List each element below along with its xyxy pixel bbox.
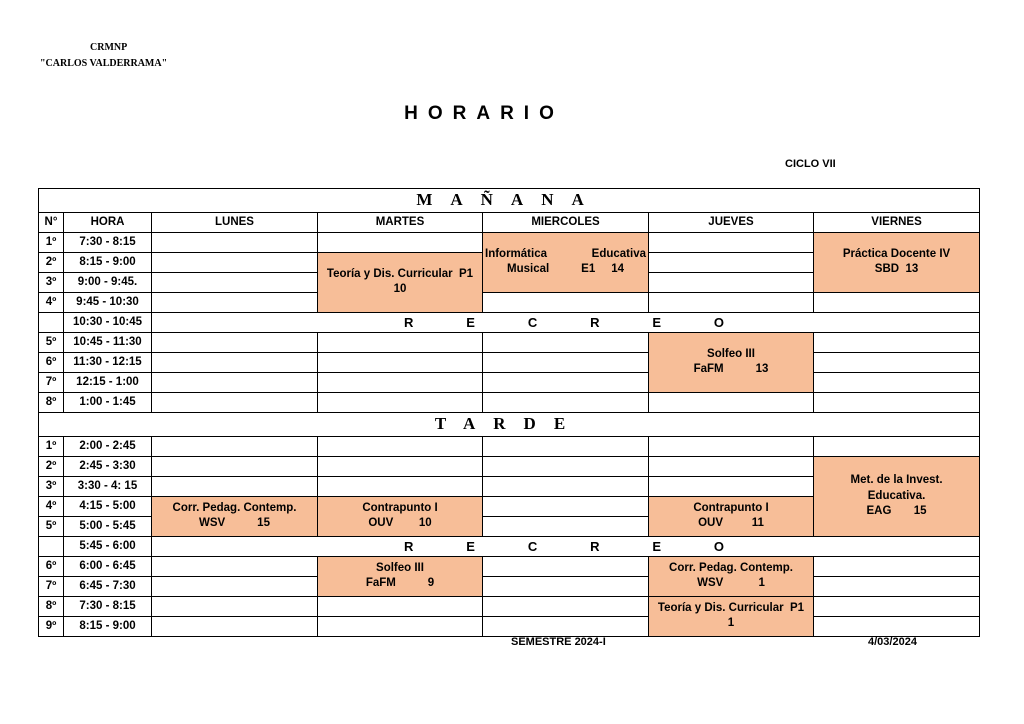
empty-cell <box>152 576 318 596</box>
course-detail: OUV 11 <box>698 517 764 530</box>
period-time: 8:15 - 9:00 <box>64 252 152 272</box>
date-label: 4/03/2024 <box>868 636 917 648</box>
course-name: Informática Educativa <box>485 247 646 260</box>
table-row <box>39 352 980 372</box>
period-time: 1:00 - 1:45 <box>64 392 152 412</box>
recreo-letter: R <box>590 538 600 554</box>
empty-cell <box>318 232 483 252</box>
empty-cell <box>152 556 318 576</box>
empty-cell <box>483 576 649 596</box>
table-row <box>39 372 980 392</box>
course-cell <box>649 332 814 392</box>
period-time: 9:45 - 10:30 <box>64 292 152 312</box>
empty-cell <box>318 476 483 496</box>
period-time: 10:45 - 11:30 <box>64 332 152 352</box>
empty-cell <box>814 596 980 616</box>
empty-cell <box>152 332 318 352</box>
empty-cell <box>318 392 483 412</box>
empty-cell <box>483 436 649 456</box>
course-cell <box>649 496 814 536</box>
empty-cell <box>152 436 318 456</box>
recreo-letter: R <box>404 538 414 554</box>
empty-cell <box>649 292 814 312</box>
schedule-table <box>38 188 980 637</box>
period-number: 7º <box>39 372 64 392</box>
period-time: 7:30 - 8:15 <box>64 232 152 252</box>
period-time: 11:30 - 12:15 <box>64 352 152 372</box>
recreo-letter: E <box>466 314 475 330</box>
empty-cell <box>152 392 318 412</box>
course-cell <box>814 232 980 292</box>
empty-cell <box>483 352 649 372</box>
empty-cell <box>649 476 814 496</box>
empty-cell <box>649 252 814 272</box>
section-title-afternoon: TARDE <box>39 412 980 436</box>
period-time: 2:00 - 2:45 <box>64 436 152 456</box>
course-cell <box>483 232 649 292</box>
empty-cell <box>152 232 318 252</box>
recreo-letter: C <box>527 314 538 330</box>
course-detail: FaFM 9 <box>365 577 435 590</box>
page-title: HORARIO <box>404 103 564 124</box>
course-name: Teoría y Dis. Curricular P1 <box>657 601 805 614</box>
col-header-viernes: VIERNES <box>814 212 980 232</box>
empty-cell <box>649 392 814 412</box>
period-number <box>39 536 64 556</box>
empty-cell <box>152 292 318 312</box>
period-time: 6:45 - 7:30 <box>64 576 152 596</box>
empty-cell <box>152 272 318 292</box>
course-name: Contrapunto I <box>362 501 438 514</box>
empty-cell <box>318 616 483 636</box>
table-row <box>39 392 980 412</box>
course-detail: SBD 13 <box>874 263 919 276</box>
course-cell <box>152 496 318 536</box>
course-name: Solfeo III <box>707 347 755 360</box>
course-detail: Musical E1 14 <box>507 263 624 276</box>
empty-cell <box>483 292 649 312</box>
course-detail: OUV 10 <box>368 517 432 530</box>
period-number: 3º <box>39 476 64 496</box>
course-cell <box>318 252 483 312</box>
empty-cell <box>483 516 649 536</box>
period-time: 10:30 - 10:45 <box>64 312 152 332</box>
col-header-lunes: LUNES <box>152 212 318 232</box>
period-time: 6:00 - 6:45 <box>64 556 152 576</box>
empty-cell <box>483 496 649 516</box>
institution-acronym: CRMNP <box>90 42 128 53</box>
empty-cell <box>483 616 649 636</box>
recreo-letter: R <box>590 314 600 330</box>
table-row <box>39 232 980 252</box>
empty-cell <box>318 332 483 352</box>
course-name: Práctica Docente IV <box>842 247 951 260</box>
empty-cell <box>814 436 980 456</box>
col-header-martes: MARTES <box>318 212 483 232</box>
course-cell <box>649 596 814 636</box>
recreo-row <box>39 312 980 332</box>
section-title-morning: MAÑANA <box>39 189 980 213</box>
period-number: 4º <box>39 496 64 516</box>
table-row <box>39 332 980 352</box>
empty-cell <box>318 352 483 372</box>
ciclo-label: CICLO VII <box>785 158 836 170</box>
period-time: 12:15 - 1:00 <box>64 372 152 392</box>
recreo-letter: C <box>527 538 538 554</box>
empty-cell <box>814 616 980 636</box>
empty-cell <box>152 252 318 272</box>
empty-cell <box>814 576 980 596</box>
course-detail: FaFM 13 <box>693 363 769 376</box>
empty-cell <box>483 332 649 352</box>
period-number: 5º <box>39 516 64 536</box>
recreo-banner <box>152 312 980 332</box>
recreo-letter: O <box>713 538 725 554</box>
recreo-letter: E <box>652 538 662 554</box>
empty-cell <box>649 272 814 292</box>
course-detail: EAG 15 <box>866 505 927 518</box>
empty-cell <box>483 556 649 576</box>
period-number: 8º <box>39 596 64 616</box>
period-number <box>39 312 64 332</box>
recreo-letter: R <box>404 314 414 330</box>
course-name: Corr. Pedag. Contemp. <box>669 561 793 574</box>
empty-cell <box>152 352 318 372</box>
empty-cell <box>483 456 649 476</box>
semester-label: SEMESTRE 2024-I <box>511 636 606 648</box>
empty-cell <box>152 372 318 392</box>
table-row <box>39 616 980 636</box>
period-time: 8:15 - 9:00 <box>64 616 152 636</box>
table-row <box>39 456 980 476</box>
recreo-row <box>39 536 980 556</box>
course-cell <box>318 496 483 536</box>
empty-cell <box>814 556 980 576</box>
period-time: 4:15 - 5:00 <box>64 496 152 516</box>
table-row <box>39 556 980 576</box>
empty-cell <box>649 456 814 476</box>
recreo-letter: E <box>466 538 475 554</box>
table-row <box>39 292 980 312</box>
period-number: 9º <box>39 616 64 636</box>
course-cell <box>814 456 980 536</box>
empty-cell <box>483 476 649 496</box>
course-name: Teoría y Dis. Curricular P1 <box>326 267 474 280</box>
period-number: 8º <box>39 392 64 412</box>
header-row <box>39 212 980 232</box>
period-number: 2º <box>39 252 64 272</box>
period-time: 3:30 - 4: 15 <box>64 476 152 496</box>
col-header-jueves: JUEVES <box>649 212 814 232</box>
empty-cell <box>814 352 980 372</box>
course-detail: WSV 15 <box>199 517 270 530</box>
section-row-afternoon <box>39 412 980 436</box>
section-row-morning <box>39 189 980 213</box>
empty-cell <box>152 616 318 636</box>
empty-cell <box>483 372 649 392</box>
period-number: 2º <box>39 456 64 476</box>
table-row <box>39 436 980 456</box>
period-time: 5:00 - 5:45 <box>64 516 152 536</box>
col-header-hora: HORA <box>64 212 152 232</box>
empty-cell <box>318 596 483 616</box>
period-time: 7:30 - 8:15 <box>64 596 152 616</box>
course-detail: 1 <box>727 617 735 630</box>
empty-cell <box>483 392 649 412</box>
table-row <box>39 596 980 616</box>
col-header-num: N° <box>39 212 64 232</box>
recreo-letter: E <box>652 314 662 330</box>
course-name: Corr. Pedag. Contemp. <box>172 501 297 514</box>
period-number: 7º <box>39 576 64 596</box>
course-name: Solfeo III <box>376 561 424 574</box>
period-number: 6º <box>39 556 64 576</box>
empty-cell <box>152 596 318 616</box>
period-time: 2:45 - 3:30 <box>64 456 152 476</box>
empty-cell <box>152 476 318 496</box>
empty-cell <box>318 436 483 456</box>
table-row <box>39 576 980 596</box>
period-number: 1º <box>39 232 64 252</box>
period-number: 3º <box>39 272 64 292</box>
period-time: 5:45 - 6:00 <box>64 536 152 556</box>
empty-cell <box>318 456 483 476</box>
empty-cell <box>649 232 814 252</box>
period-number: 4º <box>39 292 64 312</box>
period-number: 5º <box>39 332 64 352</box>
period-number: 1º <box>39 436 64 456</box>
course-cell <box>649 556 814 596</box>
period-number: 6º <box>39 352 64 372</box>
empty-cell <box>649 436 814 456</box>
recreo-banner <box>152 536 980 556</box>
period-time: 9:00 - 9:45. <box>64 272 152 292</box>
course-name: Contrapunto I <box>693 501 769 514</box>
col-header-miercoles: MIERCOLES <box>483 212 649 232</box>
empty-cell <box>483 596 649 616</box>
course-name: Met. de la Invest. <box>850 474 943 487</box>
empty-cell <box>152 456 318 476</box>
institution-name: "CARLOS VALDERRAMA" <box>40 58 168 69</box>
empty-cell <box>318 372 483 392</box>
course-detail: WSV 1 <box>697 577 765 590</box>
course-cell <box>318 556 483 596</box>
empty-cell <box>814 372 980 392</box>
recreo-letter: O <box>713 314 725 330</box>
empty-cell <box>814 292 980 312</box>
course-detail: 10 <box>393 283 407 296</box>
empty-cell <box>814 392 980 412</box>
course-name: Educativa. <box>867 489 926 502</box>
empty-cell <box>814 332 980 352</box>
